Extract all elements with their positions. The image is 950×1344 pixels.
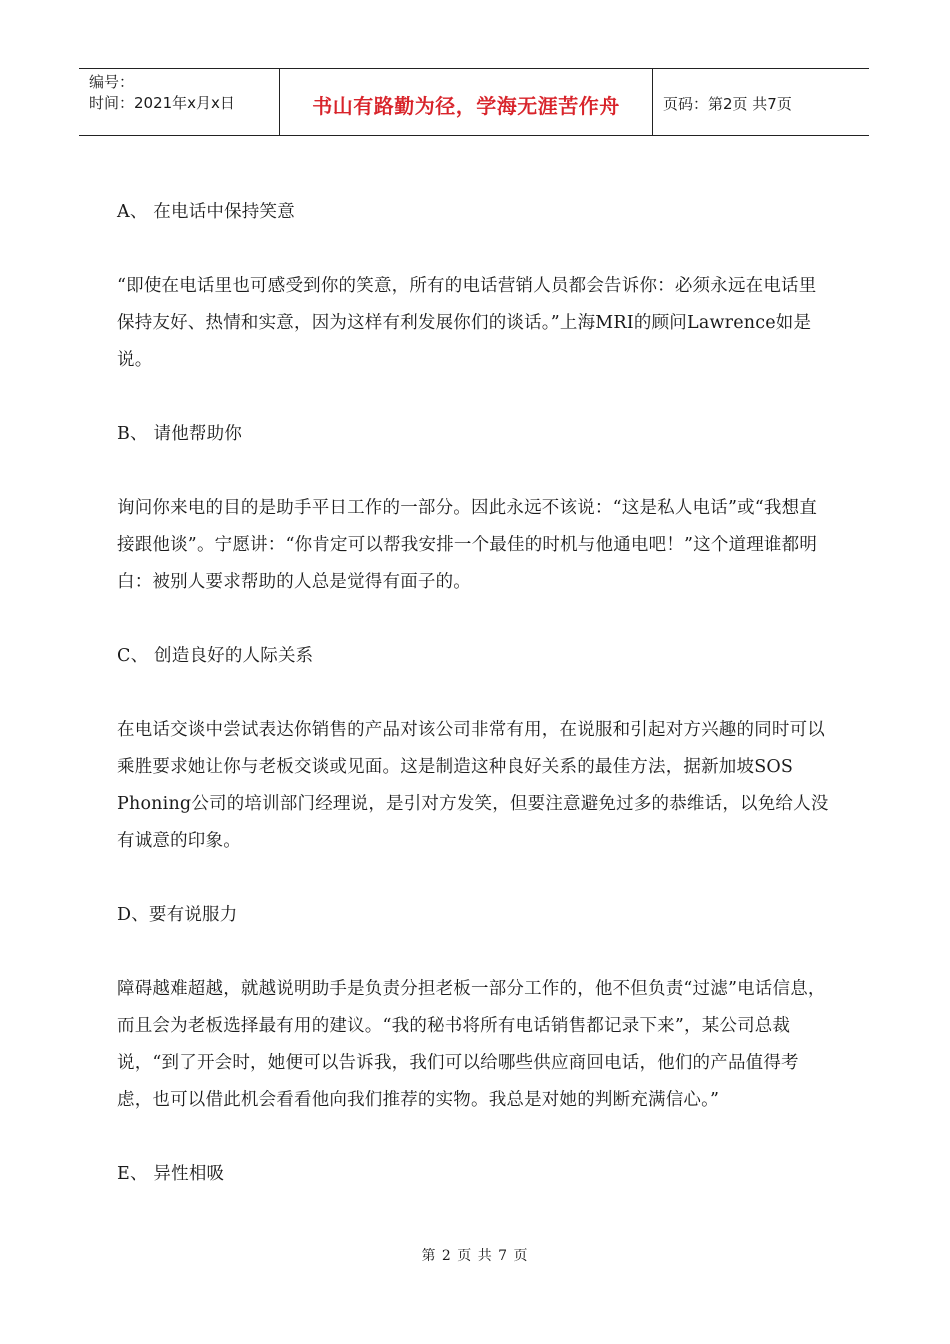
header-page-info: 页码：第2页 共7页 xyxy=(663,94,792,113)
section-a-text: “即使在电话里也可感受到你的笑意，所有的电话营销人员都会告诉你：必须永远在电话里保持友好、热情和实意，因为这样有利发展你们的谈话。”上海MRI的顾问Lawrence如是说。 xyxy=(117,276,817,370)
page-footer: 第 2 页 共 7 页 xyxy=(421,1248,529,1264)
section-b-heading: B、 请他帮助你 xyxy=(117,424,243,444)
section-d-heading: D、要有说服力 xyxy=(117,905,238,925)
section-c-text: 在电话交谈中尝试表达你销售的产品对该公司非常有用，在说服和引起对方兴趣的同时可以乘胜要求她让你与老板交谈或见面。这是制造这种良好关系的最佳方法，据新加坡SOS Phoning公司的培训部门经理说，是引对方发笑，但要注意避免过多的恭维话，以免给人没有诚意的印象。 xyxy=(117,720,829,851)
header-motto: 书山有路勤为径，学海无涯苦作舟 xyxy=(312,93,620,118)
header-motto-cell xyxy=(280,69,653,135)
document-body xyxy=(117,194,829,1230)
header-meta xyxy=(79,69,280,135)
section-e-heading: E、 异性相吸 xyxy=(117,1164,225,1184)
serial-label: 编号： xyxy=(89,73,135,91)
time-label: 时间：2021年x月x日 xyxy=(89,94,235,112)
header-page-cell xyxy=(653,69,869,135)
section-c-heading: C、 创造良好的人际关系 xyxy=(117,646,314,666)
section-b-text: 询问你来电的目的是助手平日工作的一部分。因此永远不该说：“这是私人电话”或“我想直接跟他谈”。宁愿讲：“你肯定可以帮我安排一个最佳的时机与他通电吧！”这个道理谁都明白：被别人要求帮助的人总是觉得有面子的。 xyxy=(117,498,818,592)
page-header xyxy=(79,68,869,136)
section-d-text: 障碍越难超越，就越说明助手是负责分担老板一部分工作的，他不但负责“过滤”电话信息，而且会为老板选择最有用的建议。“我的秘书将所有电话销售都记录下来”，某公司总裁说，“到了开会时，她便可以告诉我，我们可以给哪些供应商回电话，他们的产品值得考虑，也可以借此机会看看他向我们推荐的实物。我总是对她的判断充满信心。” xyxy=(117,979,826,1110)
section-a-heading: A、 在电话中保持笑意 xyxy=(117,202,295,222)
